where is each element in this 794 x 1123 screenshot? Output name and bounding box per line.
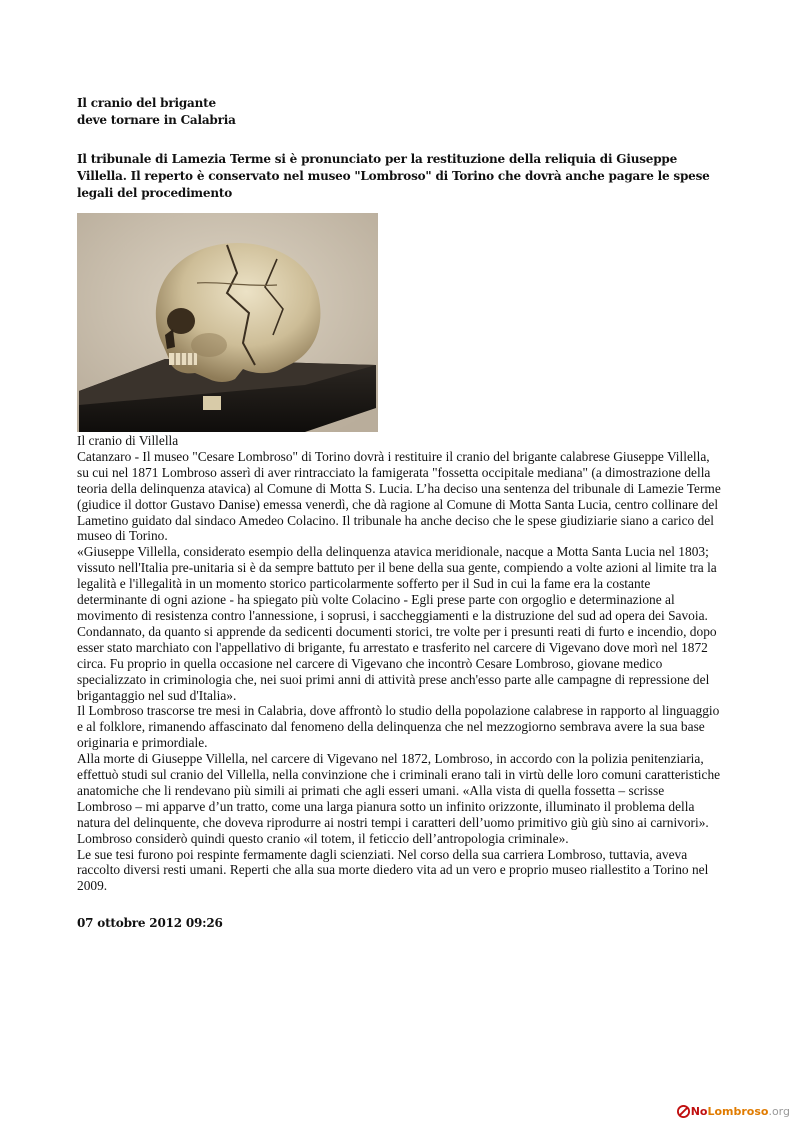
skull-illustration <box>77 213 378 432</box>
nolombroso-logo <box>677 1101 790 1121</box>
article-title-line-1: Il cranio del brigante <box>77 96 216 110</box>
logo-text-lombroso: Lombroso <box>707 1104 769 1118</box>
body-paragraph: Alla morte di Giuseppe Villella, nel carcere di Vigevano nel 1872, Lombroso, in accordo con la polizia penitenziaria, effettuò studi sul cranio del Villella, nella convinzione che i criminali erano tali in virtù delle loro comuni caratteristiche anatomiche che li rendevano più simili ai primati che agli esseri umani. «Alla vista di quella fossetta – scrisse Lombroso – mi apparve d’un tratto, come una larga pianura sotto un infinito orizzonte, illuminato il problema della natura del delinquente, che doveva riprodurre ai nostri tempi i caratteri dell’uomo primitivo giù giù sino ai carnivori». Lombroso considerò quindi questo cranio «il totem, il feticcio dell’antropologia criminale». <box>77 751 721 846</box>
skull-photo <box>77 213 378 432</box>
publication-date: 07 ottobre 2012 09:26 <box>77 916 223 931</box>
article-body <box>77 449 722 894</box>
logo-text-no: No <box>690 1104 708 1118</box>
body-paragraph: Catanzaro - Il museo "Cesare Lombroso" di Torino dovrà i restituire il cranio del brigante calabrese Giuseppe Villella, su cui nel 1871 Lombroso asserì di aver rintracciato la famigerata "fossetta occipitale mediana" (a dimostrazione della teoria della delinquenza atavica) al Comune di Motta S. Lucia. L’ha deciso una sentenza del tribunale di Lamezie Terme (giudice il dottor Gustavo Danise) emessa venerdì, che dà ragione al Comune di Motta Santa Lucia, centro collinare del Lametino guidato dal sindaco Amedeo Colacino. Il tribunale ha anche deciso che le spese giudiziarie siano a carico del museo di Torino. <box>77 448 721 544</box>
article-subtitle: Il tribunale di Lamezia Terme si è pronunciato per la restituzione della reliquia di Giuseppe Villella. Il reperto è conservato nel museo "Lombroso" di Torino che dovrà anche pagare le spese legali del procedimento <box>77 152 710 200</box>
image-caption: Il cranio di Villella <box>77 433 179 448</box>
logo-text-domain: .org <box>768 1104 790 1118</box>
body-paragraph: Le sue tesi furono poi respinte fermamente dagli scienziati. Nel corso della sua carriera Lombroso, tuttavia, aveva raccolto diversi resti umani. Reperti che alla sua morte diedero vita ad un vero e proprio museo riallestito a Torino nel 2009. <box>77 846 709 894</box>
article-title-line-2: deve tornare in Calabria <box>77 113 236 127</box>
body-paragraph: «Giuseppe Villella, considerato esempio della delinquenza atavica meridionale, nacque a Motta Santa Lucia nel 1803; vissuto nell'Italia pre-unitaria si è da sempre battuto per il bene della sua gente, compiendo a volte azioni al limite tra la legalità e l'illegalità in un momento storico particolarmente sofferto per il Sud in cui la fame era la costante determinante di ogni azione - ha spiegato più volte Colacino - Egli prese parte con orgoglio e determinazione al movimento di resistenza contro l'annessione, i soprusi, i saccheggiamenti e la distruzione del sud ad opera dei Savoia. Condannato, da quanto si apprende da sedicenti documenti storici, tre volte per i presunti reati di furto e incendio, dopo esser stato marchiato con l'appellativo di brigante, fu arrestato e trasferito nel carcere di Vigevano dove morì nel 1872 circa. Fu proprio in quella occasione nel carcere di Vigevano che incontrò Cesare Lombroso, giovane medico specializzato in criminologia che, nei suoi primi anni di attività prese anch'esso parte alle campagne di repressione del brigantaggio nel sud d'Italia». <box>77 544 717 703</box>
article <box>77 95 722 930</box>
body-paragraph: Il Lombroso trascorse tre mesi in Calabria, dove affrontò lo studio della popolazione calabrese in rapporto al linguaggio e al folklore, rimanendo affascinato dal fenomeno della delinquenza che nel mezzogiorno sembrava avere la sua base originaria e primordiale. <box>77 703 720 751</box>
prohibition-icon <box>677 1105 690 1118</box>
